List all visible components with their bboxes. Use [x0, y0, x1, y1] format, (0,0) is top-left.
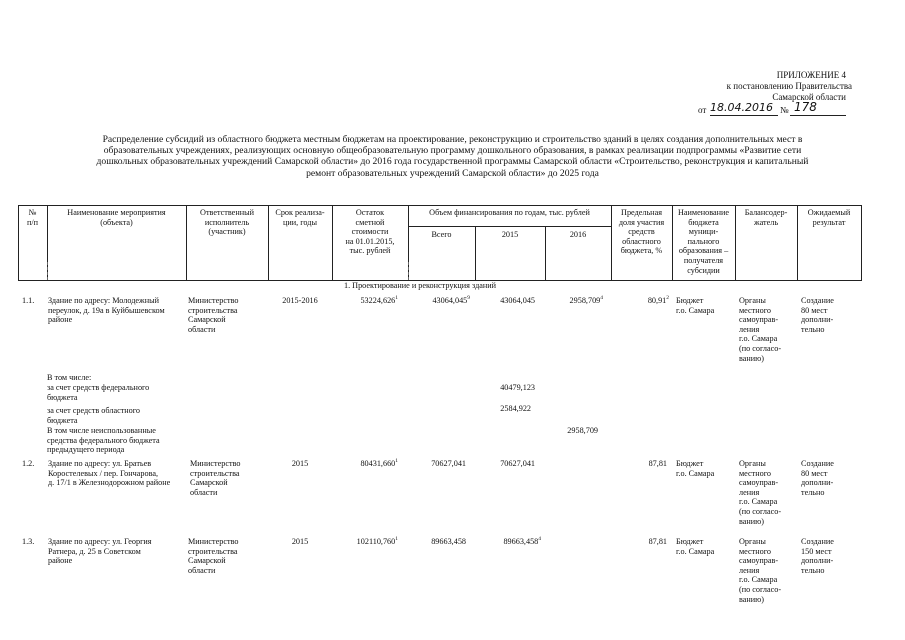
row-2015-value: 70627,041: [500, 459, 535, 468]
row-result: [801, 296, 861, 334]
row-name-l3: д. 17/1 в Железнодорожном районе: [48, 478, 171, 488]
row-resp-l3: Самарской: [188, 315, 226, 325]
row-holder-l2: местного: [739, 305, 771, 315]
header-resp-l3: (участник): [208, 227, 246, 237]
row-resp-l4: области: [190, 487, 218, 497]
row-budget-l1: Бюджет: [676, 459, 704, 468]
row-share-value: 87,81: [648, 459, 667, 468]
date-underline: [710, 115, 778, 116]
row-holder-l2: местного: [739, 468, 771, 478]
header-share: [611, 208, 672, 256]
header-num-l1: №: [28, 208, 37, 217]
row-rest-value: 80431,660: [360, 459, 396, 468]
appendix-region-label: Самарской области: [772, 92, 846, 102]
row-budget-l1: Бюджет: [676, 296, 704, 305]
row-result-l2: 150 мест: [801, 546, 832, 556]
row-term: 2015: [291, 537, 309, 546]
breakdown-regional-l1: за счет средств областного: [47, 406, 141, 415]
header-volume-label: Объем финансирования по годам, тыс. рублей: [429, 208, 590, 217]
header-rest: [332, 208, 408, 256]
row-holder: [739, 296, 797, 363]
row-rest: [332, 296, 398, 306]
header-rest-l4: на 01.01.2015,: [345, 236, 395, 246]
row-holder-l5: г.о. Самара: [739, 334, 778, 344]
header-budget-l4: пального: [687, 236, 720, 246]
row-2016: [545, 296, 603, 306]
row-holder-l3: самоуправ-: [739, 315, 779, 325]
header-budget: [672, 208, 735, 275]
title-line-1: Распределение субсидий из областного бюджета местным бюджетам на проектирование, реконструкцию и строительство зданий в целях создания дополнительных мест в: [102, 134, 803, 145]
breakdown-unused-l3: предыдущего периода: [47, 445, 125, 455]
row-holder-l5: г.о. Самара: [739, 497, 778, 507]
row-share-footnote: 2: [666, 295, 669, 301]
header-budget-l6: получателя: [683, 255, 724, 265]
decree-number: 178: [794, 100, 817, 114]
row-2015-value: 43064,045: [500, 296, 535, 305]
row-2016-footnote: 4: [600, 295, 603, 301]
header-responsible: [186, 208, 268, 237]
row-name-l2: переулок, д. 19а в Куйбышевском: [48, 305, 165, 315]
row-share: [611, 296, 669, 306]
row-share-value: 80,91: [647, 296, 667, 305]
row-result-l3: дополни-: [801, 478, 834, 488]
row-name: [48, 537, 188, 566]
header-share-l2: доля участия: [618, 217, 665, 227]
row-holder: [739, 537, 797, 604]
row-name-l1: Здание по адресу: Молодежный: [48, 296, 159, 305]
row-name-l2: Ратнера, д. 25 в Советском: [48, 546, 141, 556]
row-resp-l3: Самарской: [190, 478, 228, 488]
row-total-footnote: 9: [467, 295, 470, 301]
header-num-l2: п/п: [26, 217, 39, 227]
row-total: [408, 296, 470, 306]
row-2015: [475, 459, 535, 469]
header-holder-l2: жатель: [753, 217, 779, 227]
header-volume: [408, 208, 611, 218]
header-rest-l2: сметной: [355, 217, 385, 227]
row-2016-value: 2958,709: [569, 296, 601, 305]
row-holder-l3: самоуправ-: [739, 556, 779, 566]
header-budget-l1: Наименование: [677, 208, 729, 217]
row-num: 1.1.: [22, 296, 35, 305]
decree-date: 18.04.2016: [710, 101, 773, 114]
decree-date-line: [698, 101, 858, 117]
header-resp-l1: Ответственный: [200, 208, 254, 217]
number-underline: [790, 115, 846, 116]
breakdown-unused-l1: В том числе неиспользованные: [47, 426, 156, 435]
title-line-4: ремонт образовательных учреждений Самарской области» до 2025 года: [306, 167, 599, 179]
row-result-l1: Создание: [801, 537, 834, 546]
row-result: [801, 537, 861, 575]
header-term-l1: Срок реализа-: [275, 208, 325, 217]
row-holder-l4: ления: [739, 487, 760, 497]
header-2015-label: 2015: [501, 230, 519, 239]
row-rest-footnote: 1: [395, 295, 398, 301]
breakdown-label: В том числе:: [47, 373, 92, 382]
header-share-l4: областного: [622, 236, 661, 246]
header-result-l1: Ожидаемый: [807, 208, 851, 217]
row-holder-l7: ванию): [739, 353, 764, 363]
appendix-label: ПРИЛОЖЕНИЕ 4: [776, 70, 846, 80]
row-rest-footnote: 1: [395, 458, 398, 464]
row-name: [48, 459, 190, 488]
section-heading: [270, 281, 570, 291]
row-result-l1: Создание: [801, 296, 834, 305]
row-resp-l1: Министерство: [190, 459, 241, 468]
header-name-l1: Наименование мероприятия: [67, 208, 166, 217]
header-share-l1: Предельная: [621, 208, 662, 217]
row-resp-l4: области: [188, 324, 216, 334]
header-name-l2: (объекта): [100, 217, 133, 227]
header-rest-l1: Остаток: [355, 208, 385, 217]
header-share-l5: бюджета, %: [620, 246, 663, 256]
row-budget: [676, 296, 736, 315]
row-result-l4: тельно: [801, 324, 825, 334]
row-holder-l1: Органы: [739, 296, 766, 305]
appendix-line2: [680, 81, 852, 91]
section-heading-text: 1. Проектирование и реконструкция зданий: [343, 281, 497, 290]
header-budget-l7: субсидии: [687, 265, 720, 275]
row-num: 1.2.: [22, 459, 35, 468]
row-budget-l2: г.о. Самара: [676, 305, 715, 315]
appendix-title: [700, 70, 846, 80]
title-line-2: образовательных учреждениях, реализующих основную общеобразовательную программу дошкольного образования, в рамках реализации подпрограммы «Развитие сети: [103, 145, 802, 157]
row-resp-l2: строительства: [188, 546, 238, 556]
row-holder-l6: (по согласо-: [739, 584, 782, 594]
row-resp-l4: области: [188, 565, 216, 575]
header-name: [47, 208, 186, 227]
row-total: [408, 537, 466, 547]
header-holder-l1: Балансодер-: [744, 208, 788, 217]
row-term: 2015-2016: [282, 296, 318, 305]
number-label: №: [780, 105, 789, 115]
row-total: [408, 459, 466, 469]
row-result-l3: дополни-: [801, 556, 834, 566]
header-2016: [545, 230, 611, 240]
row-responsible: [190, 459, 268, 497]
header-holder: [735, 208, 797, 227]
header-total-label: Всего: [431, 230, 452, 239]
header-term: [268, 208, 332, 227]
row-result: [801, 459, 861, 497]
row-resp-l3: Самарской: [188, 556, 226, 566]
row-share: [611, 459, 667, 469]
row-holder-l4: ления: [739, 324, 760, 334]
row-responsible: [188, 537, 268, 575]
header-budget-l3: муници-: [688, 227, 719, 237]
row-term: 2015: [291, 459, 309, 468]
row-holder-l7: ванию): [739, 516, 764, 526]
row-holder-l6: (по согласо-: [739, 343, 782, 353]
row-share: [611, 537, 667, 547]
row-rest: [332, 459, 398, 469]
row-budget-l2: г.о. Самара: [676, 468, 715, 478]
row-name-l2: Коростелевых / пер. Гончарова,: [48, 468, 159, 478]
breakdown-regional-l2: бюджета: [47, 415, 78, 425]
breakdown-unused: [47, 426, 207, 455]
header-budget-l5: образования –: [678, 246, 729, 256]
row-holder: [739, 459, 797, 526]
row-share-value: 87,81: [648, 537, 667, 546]
breakdown-federal-l1: за счет средств федерального: [47, 383, 150, 392]
header-total: [408, 230, 475, 240]
row-resp-l2: строительства: [190, 468, 240, 478]
document-title: [10, 134, 895, 179]
row-rest-footnote: 1: [395, 536, 398, 542]
breakdown-federal-value: 40479,123: [500, 383, 535, 392]
row-result-l2: 80 мест: [801, 305, 828, 315]
row-rest: [332, 537, 398, 547]
row-budget: [676, 459, 736, 478]
row-resp-l1: Министерство: [188, 537, 239, 546]
row-budget-l2: г.о. Самара: [676, 546, 715, 556]
row-holder-l2: местного: [739, 546, 771, 556]
row-holder-l1: Органы: [739, 537, 766, 546]
row-2015: [475, 296, 535, 306]
row-budget-l1: Бюджет: [676, 537, 704, 546]
breakdown-federal-l2: бюджета: [47, 392, 78, 402]
breakdown-regional: [47, 406, 197, 425]
row-num: 1.3.: [22, 537, 35, 546]
header-share-l3: средств: [628, 227, 655, 237]
breakdown-federal: [47, 383, 197, 402]
header-budget-l2: бюджета: [688, 217, 719, 227]
row-result-l1: Создание: [801, 459, 834, 468]
row-responsible: [188, 296, 268, 334]
header-num: [18, 208, 47, 227]
breakdown-unused-l2: средства федерального бюджета: [47, 435, 160, 445]
row-name-l1: Здание по адресу: ул. Георгия: [48, 537, 152, 546]
row-name-l3: районе: [48, 556, 73, 566]
header-term-l2: ции, годы: [283, 217, 317, 227]
header-result: [797, 208, 861, 227]
row-name-l1: Здание по адресу: ул. Братьев: [48, 459, 152, 468]
row-resp-l2: строительства: [188, 305, 238, 315]
row-2015-value: 89663,458: [503, 537, 539, 546]
row-holder-l7: ванию): [739, 594, 764, 604]
row-name-l3: районе: [48, 315, 73, 325]
row-result-l4: тельно: [801, 565, 825, 575]
row-2015-footnote: 4: [538, 536, 541, 542]
row-rest-value: 102110,760: [356, 537, 396, 546]
row-name: [48, 296, 188, 325]
breakdown-unused-value: 2958,709: [567, 426, 598, 435]
row-holder-l6: (по согласо-: [739, 506, 782, 516]
row-2015: [475, 537, 541, 547]
header-2016-label: 2016: [569, 230, 587, 239]
from-label: от: [698, 105, 707, 115]
row-holder-l4: ления: [739, 565, 760, 575]
row-holder-l3: самоуправ-: [739, 478, 779, 488]
header-rest-l3: стоимости: [351, 227, 389, 237]
header-2015: [475, 230, 545, 240]
row-resp-l1: Министерство: [188, 296, 239, 305]
row-holder-l5: г.о. Самара: [739, 575, 778, 585]
row-rest-value: 53224,626: [360, 296, 396, 305]
title-line-3: дошкольных образовательных учреждений Самарской области» до 2016 года государственной программы Самарской области «Строительство, реконструкция и капитальный: [96, 156, 809, 168]
breakdown-regional-value: 2584,922: [500, 404, 531, 413]
row-total-value: 89663,458: [431, 537, 466, 546]
header-resp-l2: исполнитель: [204, 217, 250, 227]
header-result-l2: результат: [812, 217, 846, 227]
row-holder-l1: Органы: [739, 459, 766, 468]
row-total-value: 43064,045: [432, 296, 468, 305]
row-result-l2: 80 мест: [801, 468, 828, 478]
appendix-decree-label: к постановлению Правительства: [726, 81, 852, 91]
row-result-l4: тельно: [801, 487, 825, 497]
header-rest-l5: тыс. рублей: [349, 246, 391, 256]
row-result-l3: дополни-: [801, 315, 834, 325]
row-total-value: 70627,041: [431, 459, 466, 468]
row-budget: [676, 537, 736, 556]
